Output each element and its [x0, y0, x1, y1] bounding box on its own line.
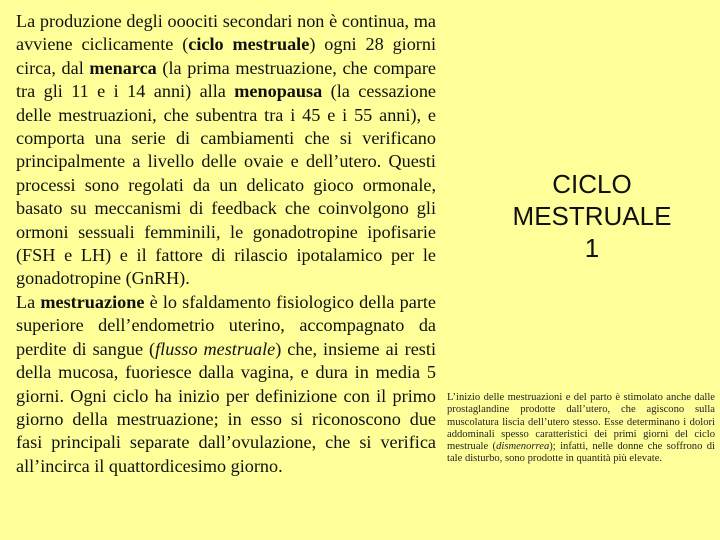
- paragraph-mestruazione: [16, 291, 436, 478]
- slide-title: [492, 168, 692, 264]
- paragraph-2-text-2: è lo sfaldamento fisiologico della parte superiore dell’endometrio uterino, accompagnato da perdite di sangue (: [16, 291, 437, 359]
- side-note: [447, 392, 715, 466]
- term-menarca: menarca: [89, 57, 157, 78]
- title-line-2: MESTRUALE: [512, 201, 672, 231]
- main-text-block: [16, 10, 436, 478]
- term-menopausa: menopausa: [234, 81, 323, 102]
- paragraph-2-text-1: La: [16, 291, 41, 312]
- paragraph-1-text-2: ) ogni 28 giorni circa, dal: [16, 34, 437, 78]
- side-note-paragraph: [447, 392, 715, 466]
- paragraph-ciclo: [16, 10, 436, 291]
- title-line-1: CICLO: [552, 169, 632, 199]
- paragraph-1-text-1: La produzione degli ooociti secondari non è continua, ma avviene ciclicamente (: [16, 11, 436, 55]
- paragraph-2-text-3: ) che, insieme ai resti della mucosa, fuoriesce dalla vagina, e dura in media 5 giorni. Ogni ciclo ha inizio per definizione con il primo giorno della mestruazione; in esso si riconoscono due fasi principali separate dall’ovulazione, che si verifica all’incirca il quattordicesimo giorno.: [16, 338, 436, 476]
- note-text-1: L’inizio delle mestruazioni e del parto è stimolato anche dalle prostaglandine prodotte dall’utero, che agiscono sulla muscolatura liscia dell’utero stesso. Esse determinano i dolori addominali spesso caratteristici dei primi giorni del ciclo mestruale (: [447, 392, 715, 453]
- term-ciclo-mestruale: ciclo mestruale: [188, 34, 310, 55]
- title-line-3: 1: [584, 233, 600, 263]
- term-mestruazione: mestruazione: [40, 291, 145, 312]
- term-dismenorrea: dismenorrea: [496, 441, 550, 453]
- paragraph-1-text-3: (la prima mestruazione, che compare tra gli 11 e i 14 anni) alla: [16, 57, 436, 102]
- term-flusso-mestruale: flusso mestruale: [155, 338, 276, 359]
- note-text-2: ); infatti, nelle donne che soffrono di tale disturbo, sono prodotte in quantità più elevate.: [447, 441, 715, 465]
- paragraph-1-text-4: (la cessazione delle mestruazioni, che subentra tra i 45 e i 55 anni), e comporta una serie di cambiamenti che si verificano principalmente a livello delle ovaie e dell’utero. Questi processi sono regolati da un delicato gioco ormonale, basato su meccanismi di feedback che coinvolgono gli ormoni sessuali femminili, le gonadotropine ipofisarie (FSH e LH) e il fattore di rilascio ipotalamico per le gonadotropine (GnRH).: [16, 81, 437, 289]
